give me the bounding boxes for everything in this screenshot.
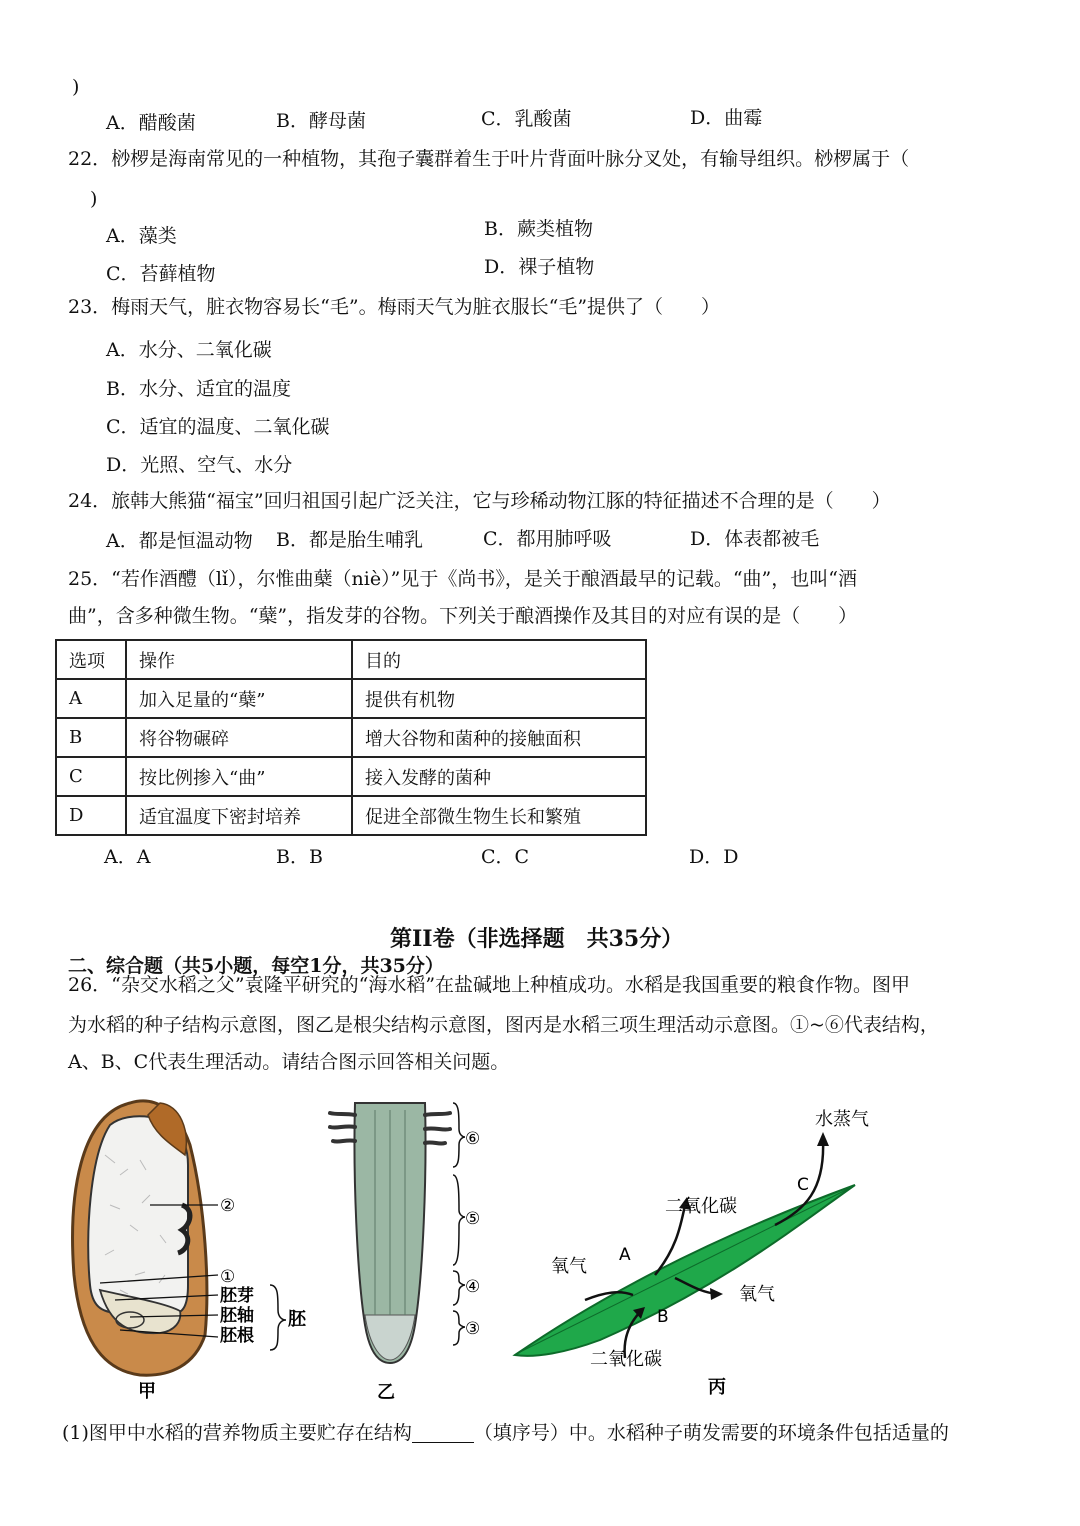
q26-stem-line3: A、B、C代表生理活动。请结合图示回答相关问题。 [68,1051,510,1073]
jia-label: 胚芽 [220,1286,254,1306]
q23-option-a[interactable]: A．水分、二氧化碳 [106,339,272,361]
q25-stem-line2: 曲”，含多种微生物。“蘖”，指发芽的谷物。下列关于酿酒操作及其目的对应有误的是（ ） [68,605,858,627]
bing-label-o2-left: 氧气 [551,1256,587,1277]
table-row [56,679,646,718]
q25-option-b[interactable]: B．B [276,846,323,868]
section-title: 第II卷（非选择题 共35分） [390,926,684,952]
figure-jia-seed [60,1085,320,1405]
bing-label-o2-right: 氧气 [739,1284,775,1305]
q22-option-d[interactable]: D．裸子植物 [484,256,595,278]
q25-option-c[interactable]: C．C [481,846,530,868]
table-row [56,796,646,835]
q23-option-d[interactable]: D．光照、空气、水分 [106,454,293,476]
table-header-cell: 操作 [126,640,352,679]
bing-label-a: A [619,1245,631,1265]
yi-label: ③ [465,1319,481,1339]
q26-stem-line1: 26．“杂交水稻之父”袁隆平研究的“海水稻”在盐碱地上种植成功。水稻是我国重要的粮食作物。图甲 [68,974,911,996]
q26-sub1 [62,1424,949,1443]
bing-label-co2-top: 二氧化碳 [665,1196,737,1217]
table-cell: 按比例掺入“曲” [126,757,352,796]
table-cell: D [56,796,126,835]
table-row [56,718,646,757]
q24-stem: 24．旅韩大熊猫“福宝”回归祖国引起广泛关注，它与珍稀动物江豚的特征描述不合理的是（ ） [68,490,891,512]
bing-label-b: B [657,1307,669,1327]
table-cell: C [56,757,126,796]
table-cell: 提供有机物 [352,679,646,718]
table-row [56,757,646,796]
jia-caption: 甲 [138,1381,156,1402]
q25-option-d[interactable]: D．D [689,846,739,868]
q22-option-a[interactable]: A．藻类 [106,225,177,247]
table-header-cell: 目的 [352,640,646,679]
yi-label: ⑥ [465,1129,481,1149]
q25-table [55,639,647,836]
figure-yi-root-tip [325,1095,495,1400]
q24-option-a[interactable]: A．都是恒温动物 [106,530,253,552]
table-cell: 增大谷物和菌种的接触面积 [352,718,646,757]
q26-sub1-blank[interactable] [412,1426,474,1443]
q23-option-b[interactable]: B．水分、适宜的温度 [106,378,291,400]
q21-option-b[interactable]: B．酵母菌 [276,110,366,132]
figure-bing-leaf [505,1100,905,1400]
bing-label-water-vapor: 水蒸气 [815,1109,869,1130]
table-cell: 接入发酵的菌种 [352,757,646,796]
section-subtitle: 二、综合题（共5小题，每空1分，共35分） [68,955,444,977]
q26-stem-line2: 为水稻的种子结构示意图，图乙是根尖结构示意图，图丙是水稻三项生理活动示意图。①~⑥代表结构， [68,1014,939,1036]
yi-label: ⑤ [465,1209,481,1229]
jia-label: ① [220,1267,236,1287]
table-header-row [56,640,646,679]
jia-label: 胚根 [220,1326,254,1346]
table-cell: 促进全部微生物生长和繁殖 [352,796,646,835]
q21-tail: ) [72,76,80,98]
yi-caption: 乙 [377,1382,395,1400]
table-cell: 适宜温度下密封培养 [126,796,352,835]
q22-stem-tail: ) [90,188,98,210]
q24-option-b[interactable]: B．都是胎生哺乳 [276,529,423,551]
q25-stem-line1: 25．“若作酒醴（lǐ），尔惟曲蘖（niè）”见于《尚书》，是关于酿酒最早的记载。“曲”，也叫“酒 [68,568,857,590]
jia-label: ② [220,1196,236,1216]
jia-group-label: 胚 [288,1309,306,1330]
q22-stem: 22．桫椤是海南常见的一种植物，其孢子囊群着生于叶片背面叶脉分叉处，有输导组织。桫椤属于（ [68,148,910,170]
q21-option-a[interactable]: A．醋酸菌 [106,112,196,134]
jia-label: 胚轴 [220,1306,254,1326]
bing-label-c: C [797,1175,809,1195]
table-cell: 加入足量的“蘖” [126,679,352,718]
q24-option-c[interactable]: C．都用肺呼吸 [483,528,612,550]
q22-option-b[interactable]: B．蕨类植物 [484,218,593,240]
q23-stem: 23．梅雨天气，脏衣物容易长“毛”。梅雨天气为脏衣服长“毛”提供了（ ） [68,296,721,318]
table-cell: 将谷物碾碎 [126,718,352,757]
bing-label-co2-bottom: 二氧化碳 [590,1349,662,1370]
q23-option-c[interactable]: C．适宜的温度、二氧化碳 [106,416,330,438]
bing-caption: 丙 [708,1377,726,1398]
table-header-cell: 选项 [56,640,126,679]
q21-option-c[interactable]: C．乳酸菌 [481,108,572,130]
table-cell: A [56,679,126,718]
q26-sub1-post: （填序号）中。水稻种子萌发需要的环境条件包括适量的 [473,1422,949,1444]
table-cell: B [56,718,126,757]
q25-option-a[interactable]: A．A [104,846,151,868]
q24-option-d[interactable]: D．体表都被毛 [690,528,820,550]
yi-label: ④ [465,1277,481,1297]
q26-sub1-pre: (1)图甲中水稻的营养物质主要贮存在结构 [62,1422,412,1444]
q21-option-d[interactable]: D．曲霉 [690,107,763,129]
q22-option-c[interactable]: C．苔藓植物 [106,263,216,285]
